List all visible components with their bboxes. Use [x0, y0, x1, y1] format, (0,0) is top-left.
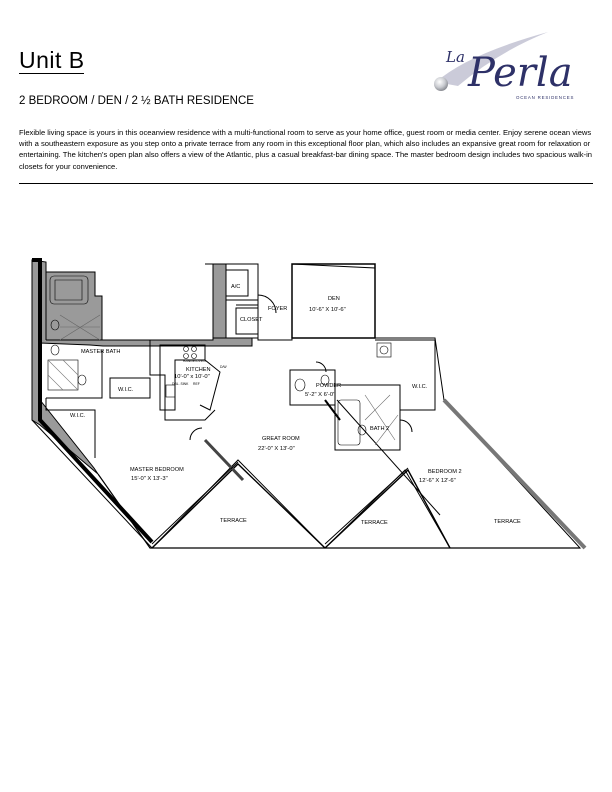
- logo-script-small: La: [446, 48, 465, 66]
- logo-tagline: OCEAN RESIDENCES: [516, 95, 575, 100]
- la-perla-logo: [428, 24, 578, 104]
- label-wic-1: W.I.C.: [118, 387, 134, 393]
- label-sink: DBL. SINK: [172, 382, 189, 386]
- label-foyer: FOYER: [268, 306, 288, 312]
- unit-description: Flexible living space is yours in this oceanview residence with a multi-functional room to serve as your home office, guest room or media center. Enjoy serene ocean views with a southeastern exposure as you step onto a private terrace from any room in this exceptional floor plan, which also includes an expansive great room for relaxation or entertaining. The kitchen's open plan also offers a view of the Atlantic, plus a casual breakfast-bar dining space. The master bedroom design includes two spacious walk-in closets for your convenience.: [19, 128, 592, 171]
- logo-pearl-icon: [434, 77, 448, 91]
- label-bedroom2: BEDROOM 2: [428, 469, 462, 475]
- dim-great-room: 22'-0" X 13'-0": [258, 446, 295, 452]
- dim-powder: 5'-2" X 6'-0": [305, 392, 336, 398]
- label-den: DEN: [328, 296, 340, 302]
- dim-den: 10'-6" X 10'-6": [309, 307, 346, 313]
- label-master-bedroom: MASTER BEDROOM: [130, 467, 184, 473]
- dim-master-bedroom: 15'-0" X 13'-3": [131, 476, 168, 482]
- exterior-wall-left: [32, 260, 252, 474]
- right-exterior-wall: [444, 400, 585, 548]
- dim-kitchen: 10'-0" x 10'-0": [174, 374, 210, 380]
- label-ac: A/C: [231, 284, 241, 290]
- description-divider: [19, 183, 593, 184]
- label-dw: D/W: [220, 365, 227, 369]
- label-great-room: GREAT ROOM: [262, 436, 300, 442]
- toilet-1: [78, 375, 86, 385]
- label-terrace-3: TERRACE: [494, 519, 521, 525]
- terrace-rail-2: [325, 468, 408, 544]
- label-terrace-1: TERRACE: [220, 518, 247, 524]
- outer-wall: [32, 260, 580, 548]
- label-wic-3: W.I.C.: [412, 384, 428, 390]
- bath2-toilet: [358, 425, 366, 435]
- floor-plan: [0, 250, 612, 570]
- label-master-bath: MASTER BATH: [81, 349, 121, 355]
- label-ref: REF: [193, 382, 200, 386]
- label-powder: POWDER: [316, 383, 342, 389]
- bedroom2-wic-wall: [375, 340, 435, 410]
- logo-script-large: Perla: [468, 50, 573, 96]
- shower-hatch: [48, 360, 78, 390]
- kitchen-sink: [166, 385, 175, 397]
- bedroom2-right-wall: [337, 400, 440, 515]
- unit-subtitle: 2 BEDROOM / DEN / 2 ½ BATH RESIDENCE: [19, 95, 254, 107]
- label-wic-2: W.I.C.: [70, 413, 86, 419]
- burner-3: [184, 354, 189, 359]
- bedroom2-sink-bowl: [380, 346, 388, 354]
- label-terrace-2: TERRACE: [361, 520, 388, 526]
- label-closet: CLOSET: [240, 317, 263, 323]
- dim-bedroom2: 12'-6" X 12'-6": [419, 478, 456, 484]
- terrace-rail-1: [152, 462, 238, 544]
- burner-1: [184, 347, 189, 352]
- kitchen-wall: [140, 340, 215, 420]
- burner-2: [192, 347, 197, 352]
- unit-title: Unit B: [19, 47, 85, 73]
- master-bath-bottom: [46, 350, 102, 398]
- bedroom2-sink: [377, 343, 391, 357]
- terrace-edge: [98, 474, 580, 548]
- label-bath2: BATH 2: [370, 426, 390, 432]
- label-kitchen: KITCHEN: [186, 367, 211, 373]
- sink-2: [51, 345, 59, 355]
- title-underline: [19, 73, 84, 74]
- powder-sink: [295, 379, 305, 391]
- door-swing-bedroom2: [400, 420, 412, 432]
- ac-box: [226, 270, 248, 296]
- label-range-oven: RANGE/OVEN: [183, 359, 206, 363]
- burner-4: [192, 354, 197, 359]
- door-swing-great-room: [190, 428, 202, 440]
